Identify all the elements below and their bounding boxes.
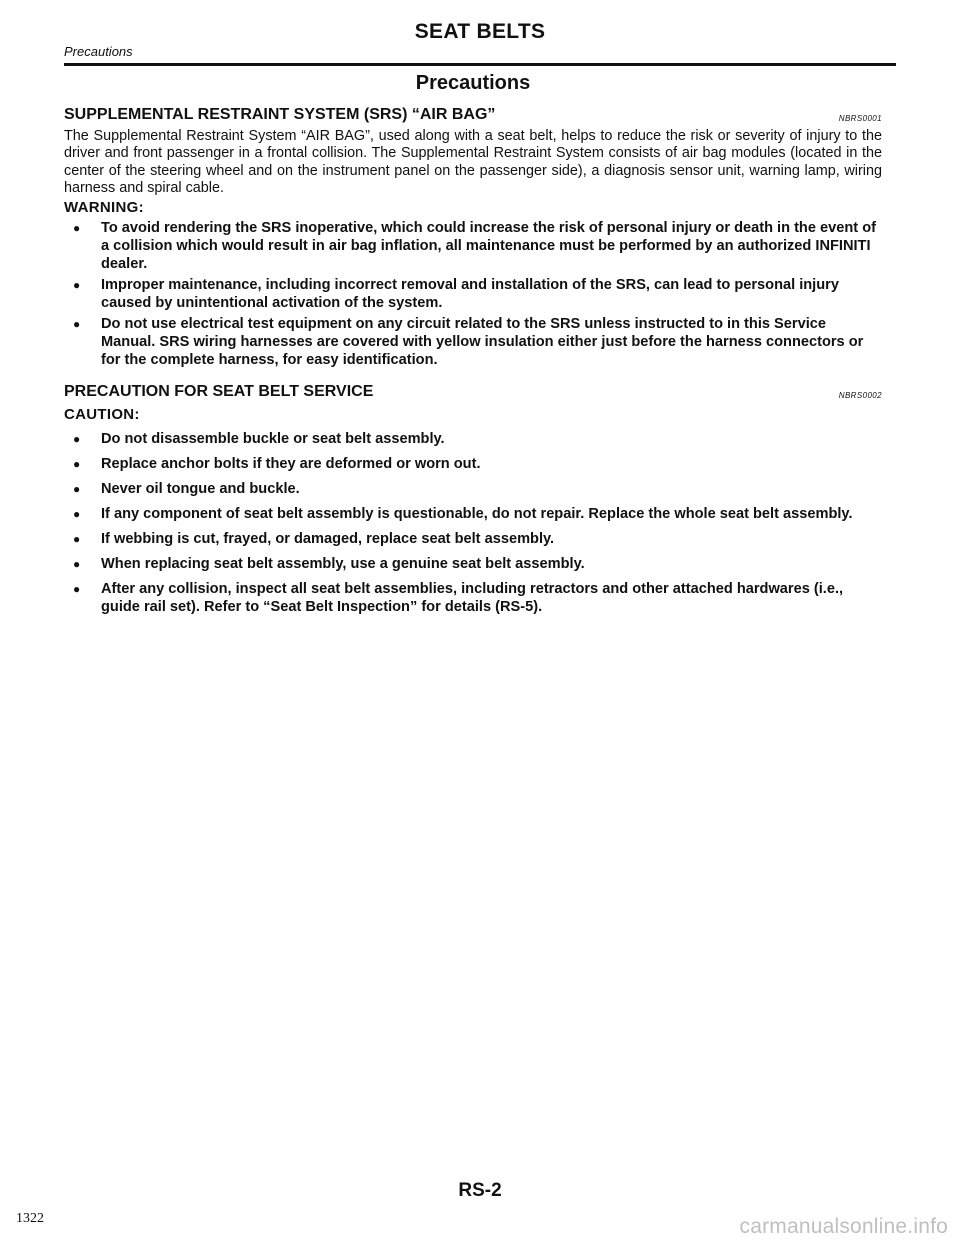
srs-title [64,104,882,126]
bullet-icon: ● [73,220,81,235]
content [64,68,882,616]
caution-item [64,455,882,473]
srs-description: The Supplemental Restraint System “AIR BAG”, used along with a seat belt, helps to reduce the risk or severity of injury to the driver and front passenger in a frontal collision. The Supplemental Restraint System consists of air bag modules (located in the center of the steering wheel and on the instrument panel on the passenger side), a diagnosis sensor unit, warning lamp, wiring harness and spiral cable. [64,128,882,197]
caution-text: Do not disassemble buckle or seat belt assembly. [101,430,445,447]
caution-text: When replacing seat belt assembly, use a genuine seat belt assembly. [101,555,585,572]
page-number: RS-2 [458,1180,502,1201]
bullet-icon: ● [73,506,81,521]
bullet-icon: ● [73,456,81,471]
page-title: SEAT BELTS [414,20,546,43]
bullet-icon: ● [73,316,81,331]
seat-belt-service-section [64,381,882,616]
caution-item [64,430,882,448]
seat-belt-service-ref-code: NBRS0002 [838,390,882,400]
warning-text: Improper maintenance, including incorrect removal and installation of the SRS, can lead to personal injury caused by unintentional activation of the system. [101,276,839,311]
warning-item [64,219,882,273]
caution-label: CAUTION: [64,405,140,423]
watermark: carmanualsonline.info [739,1215,948,1238]
caution-list [64,430,882,616]
bullet-icon: ● [73,481,81,496]
srs-ref-code: NBRS0001 [838,114,882,123]
caution-item [64,580,882,616]
caution-text: Replace anchor bolts if they are deformed or worn out. [101,455,481,472]
bullet-icon: ● [73,581,81,596]
warning-label: WARNING: [64,198,144,216]
warning-list [64,219,882,369]
warning-item [64,276,882,312]
bullet-icon: ● [73,556,81,571]
seat-belt-service-title [64,381,882,403]
warning-text: To avoid rendering the SRS inoperative, which could increase the risk of personal injury or death in the event of a collision which would result in air bag inflation, all maintenance must be performed by an authorized INFINITI dealer. [101,219,876,272]
caution-item [64,555,882,573]
caution-text: If any component of seat belt assembly is questionable, do not repair. Replace the whole seat belt assembly. [101,505,853,522]
bullet-icon: ● [73,431,81,446]
seat-belt-service-title-text: PRECAUTION FOR SEAT BELT SERVICE [64,382,374,400]
caution-item [64,530,882,548]
caution-item [64,505,882,523]
srs-title-text: SUPPLEMENTAL RESTRAINT SYSTEM (SRS) “AIR BAG” [64,106,496,123]
srs-section [64,104,882,369]
caution-item [64,480,882,498]
warning-text: Do not use electrical test equipment on any circuit related to the SRS unless instructed to in this Service Manual. SRS wiring harnesses are covered with yellow insulation either just before the harness connectors or for the complete harness, for easy identification. [101,315,864,368]
bullet-icon: ● [73,531,81,546]
caution-text: Never oil tongue and buckle. [101,480,300,497]
doc-page-number: 1322 [16,1211,44,1226]
warning-item [64,315,882,369]
header-rule [64,63,896,66]
caution-text: If webbing is cut, frayed, or damaged, replace seat belt assembly. [101,530,555,547]
bullet-icon: ● [73,277,81,292]
content-heading: Precautions [415,72,531,94]
section-label: Precautions [64,44,133,59]
caution-text: After any collision, inspect all seat belt assemblies, including retractors and other attached hardwares (i.e., guide rail set). Refer to “Seat Belt Inspection” for details (RS-5). [101,580,844,615]
